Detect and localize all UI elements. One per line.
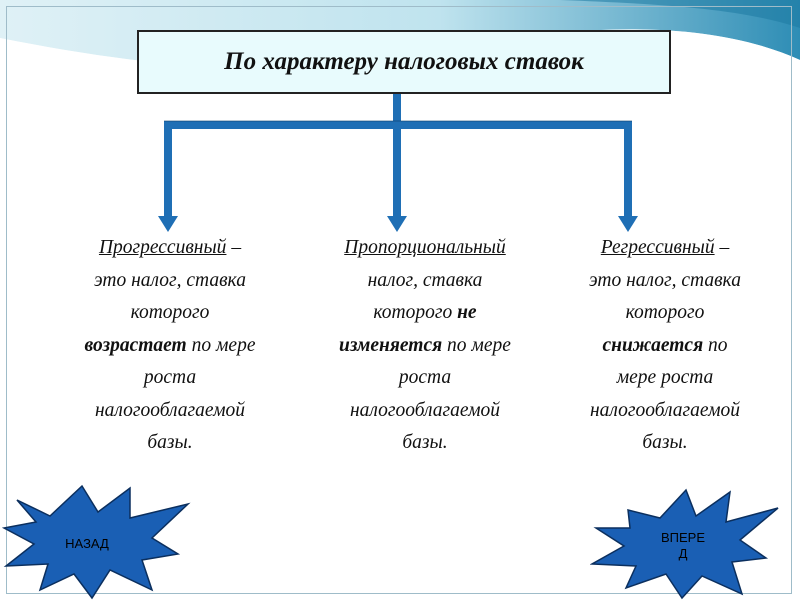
dash: – [226,237,242,258]
text-line: которого [625,302,705,323]
connector-horizontal [164,121,632,129]
arrow-head-right [618,216,638,232]
connector-left-vertical [164,121,172,221]
keyword-not: не [457,302,477,323]
text-line: это налог, ставка [589,269,741,291]
term-progressive: Прогрессивный [98,237,227,258]
text-line: базы. [147,432,193,453]
text-line: которого [130,302,210,323]
forward-label-line[interactable]: Д [678,546,688,561]
text-line: налог, ставка [367,269,483,291]
text-fragment: которого [373,302,458,323]
text-line: налогооблагаемой [589,399,741,421]
text-line: налогооблагаемой [349,399,501,421]
connector-middle-vertical [393,126,401,221]
text-line: мере роста [616,367,714,388]
keyword-increases: возрастает [84,334,187,356]
keyword-changes: изменяется [339,334,443,356]
term-proportional: Пропорциональный [344,237,506,258]
text-line: базы. [642,432,688,453]
text-line: это налог, ставка [94,269,246,291]
text-line: роста [143,367,197,388]
text-fragment: по мере [186,334,256,356]
text-line: налогооблагаемой [94,399,246,421]
text-line: роста [398,367,452,388]
back-button-label[interactable]: НАЗАД [65,536,109,551]
forward-button-label[interactable] [648,530,718,562]
arrow-head-left [158,216,178,232]
column-regressive [535,232,795,460]
keyword-decreases: снижается [602,334,704,356]
column-progressive [40,232,300,460]
text-fragment: по мере [442,334,511,356]
arrow-head-middle [387,216,407,232]
connector-right-vertical [624,121,632,221]
term-regressive: Регрессивный [600,237,715,258]
dash: – [714,237,730,258]
diagram-title: По характеру налоговых ставок [137,30,671,94]
forward-label-line[interactable]: ВПЕРЕ [660,530,706,545]
text-fragment: по [703,334,728,356]
column-proportional [295,232,555,460]
text-line: базы. [402,432,448,453]
